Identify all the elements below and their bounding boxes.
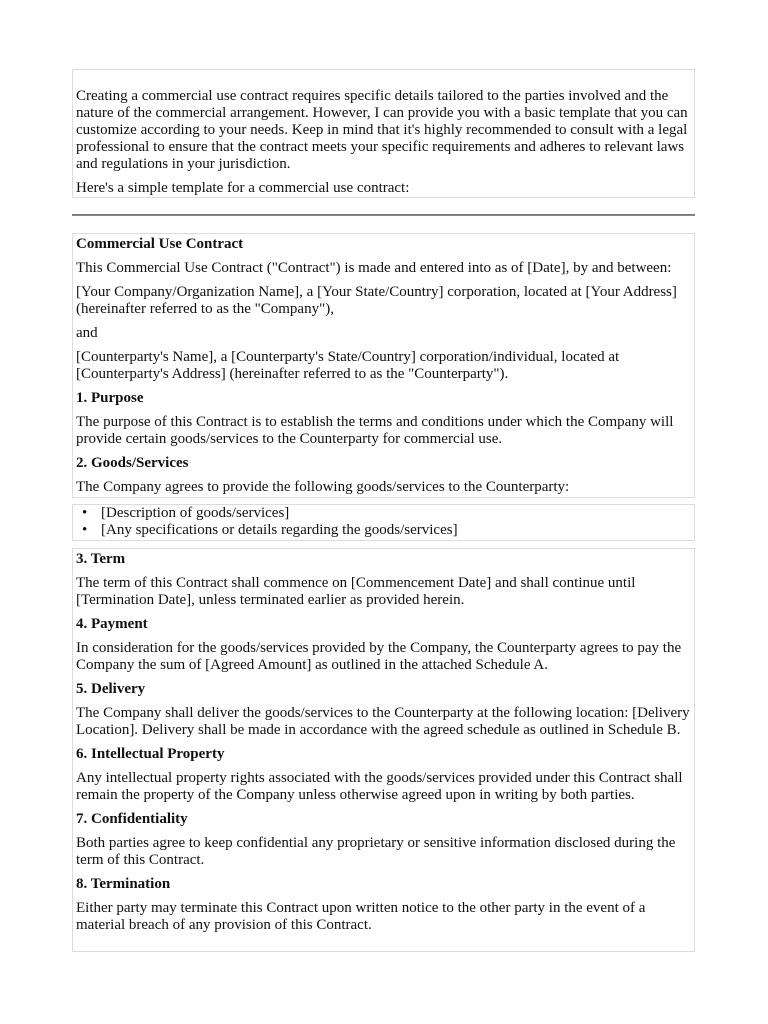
goods-list-block xyxy=(72,504,695,541)
list-item xyxy=(82,522,694,539)
contract-title: Commercial Use Contract xyxy=(76,236,244,252)
party-company: [Your Company/Organization Name], a [Your State/Country] corporation, located at [Your Address] (hereinafter referred to as the "Company"), xyxy=(76,284,677,317)
section-text-confidentiality: Both parties agree to keep confidential any proprietary or sensitive information disclosed during the term of this Contract. xyxy=(76,835,676,868)
document-page xyxy=(72,69,695,952)
list-item xyxy=(82,505,694,522)
section-heading-purpose: 1. Purpose xyxy=(76,390,144,406)
bullet-marker: • xyxy=(82,522,88,538)
contract-opening: This Commercial Use Contract ("Contract") is made and entered into as of [Date], by and between: xyxy=(76,260,672,276)
contract-block-2 xyxy=(72,548,695,952)
section-text-term: The term of this Contract shall commence on [Commencement Date] and shall continue until [Termination Date], unless terminated earlier as provided herein. xyxy=(76,575,636,608)
bullet-marker: • xyxy=(82,505,88,521)
section-heading-payment: 4. Payment xyxy=(76,616,148,632)
list-item-text: [Any specifications or details regarding the goods/services] xyxy=(101,522,458,538)
section-heading-confidentiality: 7. Confidentiality xyxy=(76,811,188,827)
section-heading-delivery: 5. Delivery xyxy=(76,681,146,697)
intro-paragraph: Creating a commercial use contract requires specific details tailored to the parties involved and the nature of the commercial arrangement. However, I can provide you with a basic template that you can customize according to your needs. Keep in mind that it's highly recommended to consult with a legal professional to ensure that the contract meets your specific requirements and adheres to relevant laws and regulations in your jurisdiction. xyxy=(76,88,688,172)
intro-lead-in: Here's a simple template for a commercial use contract: xyxy=(76,180,410,196)
section-text-intellectual-property: Any intellectual property rights associated with the goods/services provided under this Contract shall remain the property of the Company unless otherwise agreed upon in writing by both parties. xyxy=(76,770,683,803)
section-heading-term: 3. Term xyxy=(76,551,126,567)
section-heading-intellectual-property: 6. Intellectual Property xyxy=(76,746,225,762)
section-heading-goods-services: 2. Goods/Services xyxy=(76,455,189,471)
horizontal-rule xyxy=(72,214,695,216)
section-text-purpose: The purpose of this Contract is to establish the terms and conditions under which the Company will provide certain goods/services to the Counterparty for commercial use. xyxy=(76,414,674,447)
intro-block xyxy=(72,69,695,198)
list-item-text: [Description of goods/services] xyxy=(101,505,290,521)
section-text-goods-services: The Company agrees to provide the following goods/services to the Counterparty: xyxy=(76,479,570,495)
section-text-delivery: The Company shall deliver the goods/services to the Counterparty at the following location: [Delivery Location]. Delivery shall be made in accordance with the agreed schedule as outlined in Schedule B. xyxy=(76,705,690,738)
section-text-payment: In consideration for the goods/services provided by the Company, the Counterparty agrees to pay the Company the sum of [Agreed Amount] as outlined in the attached Schedule A. xyxy=(76,640,682,673)
party-counterparty: [Counterparty's Name], a [Counterparty's State/Country] corporation/individual, located at [Counterparty's Address] (hereinafter referred to as the "Counterparty"). xyxy=(76,349,620,382)
contract-block-1 xyxy=(72,233,695,498)
goods-list xyxy=(73,505,694,539)
party-conjunction: and xyxy=(76,325,98,341)
section-text-termination: Either party may terminate this Contract upon written notice to the other party in the event of a material breach of any provision of this Contract. xyxy=(76,900,646,933)
section-heading-termination: 8. Termination xyxy=(76,876,171,892)
